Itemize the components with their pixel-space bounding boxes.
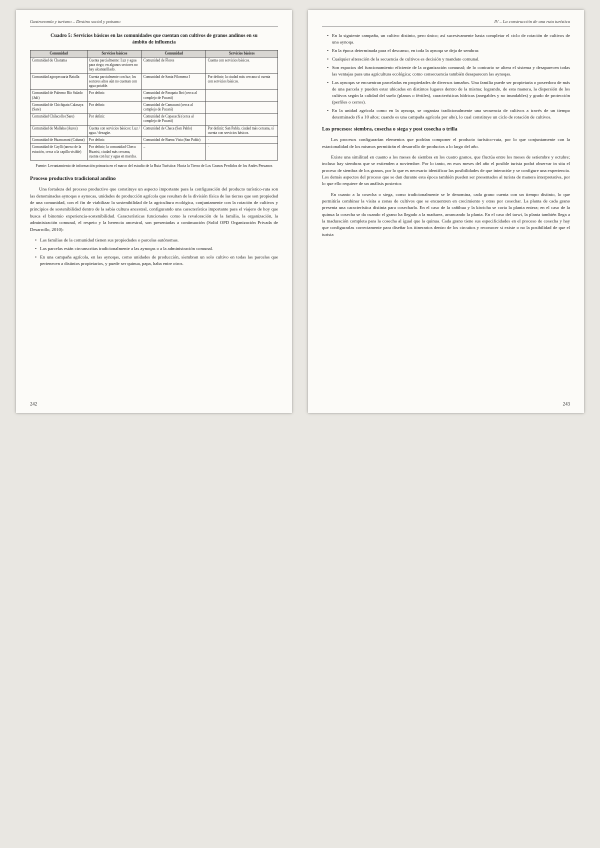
body-paragraph: Existe una similitud en cuanto a los meses de siembra en los cuatro granos, que fluctúa entre los meses de setiembre y octubre; incluso hay siembras que se extienden a noviembre. Por lo tanto, en esos meses del año el posible turista podrá observar in situ el proceso de siembra de los granos, por lo que es necesario identificar las posibilidades de que interactúe y se configure una experiencia. Los demás aspectos del proceso que se dan durante esta época también pueden ser presentados al turista de manera interpretativa, por lo que ello requiere de un análisis posterior. (322, 154, 570, 187)
table-cell: Comunidad de Chaca (San Pablo) (142, 125, 206, 137)
body-paragraph: Una fortaleza del proceso productivo que constituye un aspecto importante para la configuración del producto turístico-ruta son las denominadas aynoqas o aynocas, unidades de producción agrícola que resultan de la división física de las tierras que son propiedad de una comunidad, con el fin de viabilizar la sostenibilidad de la agricultura ecológica, conjuntamente con la rotación de cultivos y principios de sostenibilidad dentro de la sabia cultura ancestral, configurando una característica importante para el viajero de hoy que busca el binomio experiencia-sostenibilidad. Características funcionales como la revaloración de la familia, la organización, la administración comunal, el respeto y la herencia ancestral, son presentadas a continuación (Solid OPD Organización Privada de Desarrollo, 2010): (30, 186, 278, 232)
bullet-list-left (35, 237, 278, 267)
table-cell: Comunidad de Chatuma (30, 57, 87, 73)
table-cell: Comunidad Chilacollo (Sare) (30, 113, 87, 125)
section-heading-right: Los procesos: siembra, cosecha o siega y post cosecha o trilla (322, 126, 458, 132)
page-right (308, 10, 584, 413)
body-paragraph: En cuanto a la cosecha o siega, como tradicionalmente se le denomina, cada grano cuenta con un tiempo distinto, lo que permitiría combinar la visita a zonas de cultivos que se encuentren en crecimiento y otras por cosechar. La planta de cada grano presenta una característica distinta para cosecharla. En el caso de la cañihua y la kiwicha se corta la planta entera; en el caso de la quinua la cosecha se da cuando el grano ha llegado a la madurez, arrancando la planta. En el caso del tarwi, la planta también llega a la maduración completa para la cosecha al igual que la quinua. Cada grano tiene sus especificidades en el proceso de cosecha y hay que configurarlas correctamente para diseñar los itinerarios dentro de los circuitos y reconocer si existe o no la posibilidad de que el turista (322, 191, 570, 237)
page-left (16, 10, 292, 413)
table-cell: Por definir. (87, 102, 141, 114)
table-header-cell: Servicios básicos (206, 50, 278, 57)
table-cell: Por definir; San Pablo, ciudad más cercana, sí cuenta con servicios básicos. (206, 125, 278, 137)
body-paragraph: Los procesos configurarían elementos que podrían componer el producto turístico-ruta, por lo que conjuntamente con la estacionalidad de los mismos permitirán el desarrollo de productos a lo largo del año. (322, 137, 570, 149)
table-cell: Cuenta parcialmente con luz; los sectores altos aún no cuentan con agua potable. (87, 74, 141, 90)
page-number-right: 243 (562, 401, 570, 407)
running-header-right: IV – La construcción de una ruta turística (322, 19, 570, 26)
table-cell: – (142, 144, 206, 160)
bullet-item: • Cualquier alteración de la secuencia de cultivos es decisión y mandato comunal. (327, 56, 570, 63)
table-row (30, 113, 278, 125)
bullet-item: • En la unidad agrícola como en la aynoqa, se organiza tradicionalmente una secuencia de cultivos a través de un tiempo determinado (6 a 10 años; cuando es una campaña agrícola por año), lo cual constituye un ciclo de rotación de cultivos. (327, 108, 570, 121)
section-heading-left: Proceso productivo tradicional andino (30, 175, 116, 182)
bullet-item: • Las familias de la comunidad tienen sus propiedades o parcelas autónomas. (35, 237, 278, 244)
table-cell: · (206, 137, 278, 144)
source-note: Fuente: Levantamiento de información primaria en el marco del estudio de la Ruta Turística: Hacia la Tierra de Los Granos Perdidos de los Andes Peruanos (35, 163, 273, 168)
table-cell: Comunidad de Camacani (cerca al complejo de Pucará) (142, 102, 206, 114)
bullet-list-right (327, 32, 570, 120)
table-cell: · (206, 144, 278, 160)
bullet-item: • Las parcelas están circunscritas tradicionalmente a las aynoqas o a la administración comunal. (35, 245, 278, 252)
table-cell: Comunidad de Santa Filomena I (142, 74, 206, 90)
table-header-cell: Comunidad (142, 50, 206, 57)
table-row (30, 90, 278, 102)
table-cell: Comunidad agropecuaria Batalla (30, 74, 87, 90)
table-title: Cuadro 5: Servicios básicos en las comunidades que cuentan con cultivos de granos andinos en su ámbito de influencia (50, 32, 258, 46)
table-cell: Comunidad de Huancarani (Cabana) (30, 137, 87, 144)
table-row (30, 125, 278, 137)
services-table (30, 50, 278, 161)
table-row (30, 102, 278, 114)
page-number-left: 242 (30, 401, 38, 407)
table-cell: Comunidad de Flores (142, 57, 206, 73)
table-cell (206, 102, 278, 114)
bullet-item: • Las aynoqas se encuentran parceladas en propiedades de diversos tamaños. Una familia puede ser propietaria o poseedora de más de una parcela y pueden estar ubicadas en distintos lugares dentro de la misma; logrando, de esta manera, la dispersión de los cultivos según la calidad del suelo (planos o fértiles), características hídricas (anegables y no inundables) y grado de protección (perfiles o cerros). (327, 80, 570, 106)
table-row (30, 144, 278, 160)
bullet-item: • En una campaña agrícola, en las aynoqas, como unidades de producción, siembran un solo cultivo en todas las parcelas que pertenecen a distintos propietarios, y puede ser quinua, papa, haba entre otros. (35, 254, 278, 267)
table-cell: Comunidad de Caylli (anexo de la estación, cerca a la capilla visible) (30, 144, 87, 160)
table-cell: Por definir. (87, 90, 141, 102)
table-header-cell: Comunidad (30, 50, 87, 57)
table-header-row (30, 50, 278, 57)
table-cell (206, 113, 278, 125)
table-cell (206, 90, 278, 102)
bullet-item: • En la época determinada para el descanso, en toda la aynoqa se deja de sembrar. (327, 47, 570, 54)
table-cell: Comunidad de Copacachi (cerca al complejo de Pucará) (142, 113, 206, 125)
table-cell: Comunidad de Mallaba (Aures) (30, 125, 87, 137)
table-row (30, 57, 278, 73)
table-cell: Comunidad de Palermo Río Salado (Juli) (30, 90, 87, 102)
running-header-left: Gastronomía y turismo – Destino social y paisano (30, 19, 278, 26)
table-row (30, 74, 278, 90)
table-cell: Cuenta parcialmente: Luz y agua para riego; en algunos sectores no hay alcantarillado. (87, 57, 141, 73)
table-cell: Por definir. (87, 137, 141, 144)
bullet-item: • En la siguiente campaña, un cultivo distinto, pero único; así sucesivamente hasta completar el ciclo de rotación de cultivos de una aynoqa. (327, 32, 570, 45)
table-cell: Por definir. (87, 113, 141, 125)
table-cell: Cuenta con servicios básicos. (206, 57, 278, 73)
table-cell: Por definir; la ciudad más cercana sí cuenta con servicios básicos. (206, 74, 278, 90)
bullet-item: • Son espacios del funcionamiento eficiente de la organización comunal; de lo contrario se altera el sistema y desaparecen todas las ventajas para una agricultura ecológica; como consecuencia también desaparecen las aynoqas. (327, 65, 570, 78)
table-header-cell: Servicios básicos (87, 50, 141, 57)
table-cell: Por definir; la comunidad Checa Huarisi, ciudad más cercana, cuenta con luz y agua en marcha. (87, 144, 141, 160)
table-cell: Comunidad de Buena Vista (San Pablo) (142, 137, 206, 144)
table-cell: Comunidad de Parapata Ibri (cerca al complejo de Pucará) (142, 90, 206, 102)
table-row (30, 137, 278, 144)
table-cell: Comunidad de Chichipata Calasaya (Sare) (30, 102, 87, 114)
table-cell: Cuenta con servicios básicos: Luz / agua / desagüe. (88, 126, 140, 135)
